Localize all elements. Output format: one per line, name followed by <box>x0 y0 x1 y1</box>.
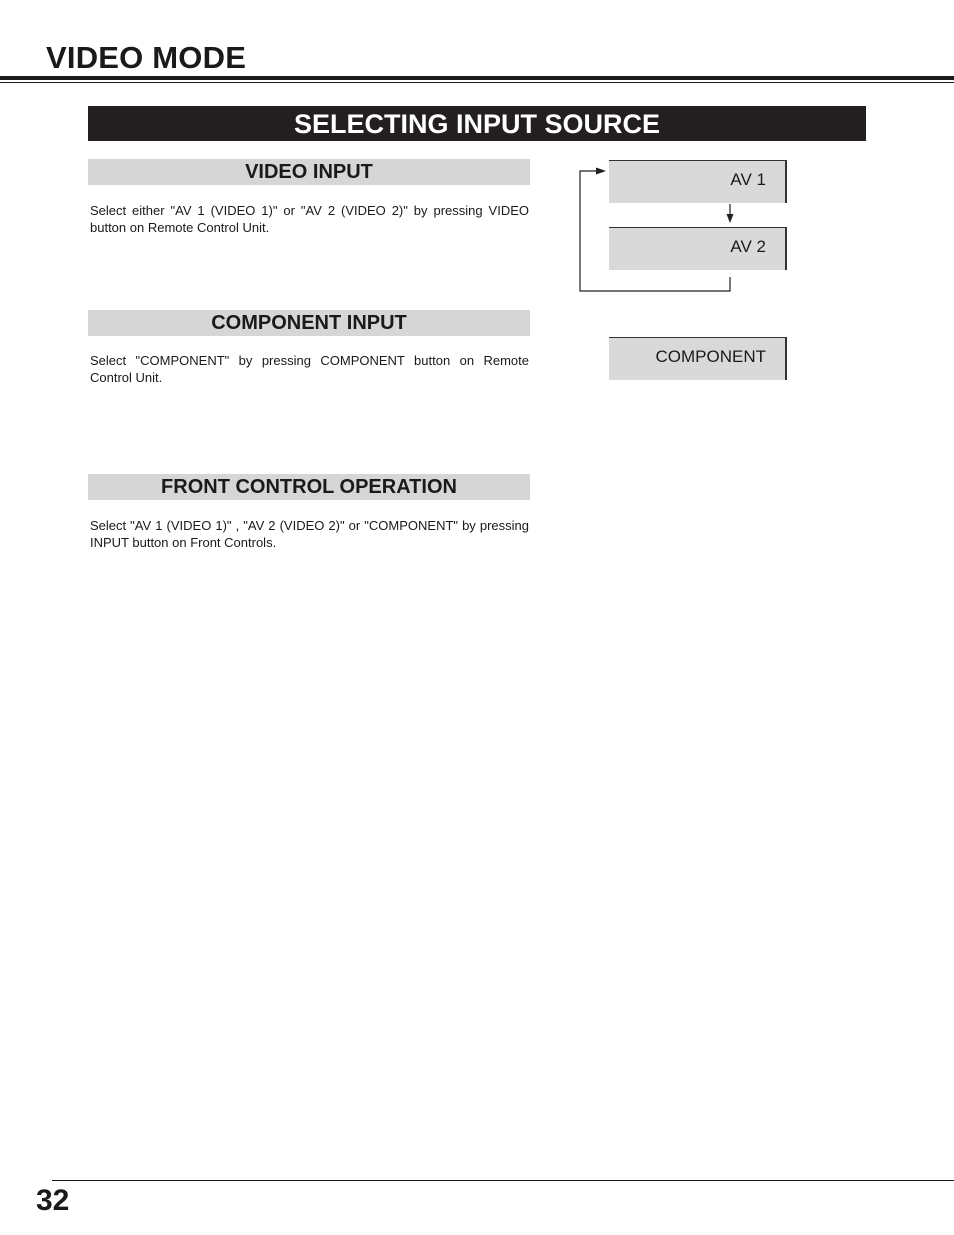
loop-back-arrow-head <box>596 168 606 175</box>
page-title: VIDEO MODE <box>46 40 247 75</box>
av2-label: AV 2 <box>730 237 766 256</box>
title-rule-thin <box>0 82 954 83</box>
title-rule <box>0 76 954 80</box>
front-control-text: Select "AV 1 (VIDEO 1)" , "AV 2 (VIDEO 2)" or "COMPONENT" by pressing INPUT button on Front Controls. <box>90 518 529 550</box>
front-control-heading: FRONT CONTROL OPERATION <box>88 474 530 500</box>
footer-rule <box>52 1180 954 1181</box>
component-label: COMPONENT <box>655 347 766 366</box>
page-number: 32 <box>36 1184 70 1217</box>
component-osd-box <box>609 337 787 380</box>
component-input-heading: COMPONENT INPUT <box>88 310 530 336</box>
loop-back-line <box>580 171 730 291</box>
component-input-text: Select "COMPONENT" by pressing COMPONENT button on Remote Control Unit. <box>90 353 529 385</box>
down-arrow-head <box>727 214 734 223</box>
av1-label: AV 1 <box>730 170 766 189</box>
section-banner: SELECTING INPUT SOURCE <box>88 106 866 141</box>
video-input-text: Select either "AV 1 (VIDEO 1)" or "AV 2 (VIDEO 2)" by pressing VIDEO button on Remote Control Unit. <box>90 203 529 235</box>
video-input-heading: VIDEO INPUT <box>88 159 530 185</box>
cycle-arrows <box>560 150 810 300</box>
